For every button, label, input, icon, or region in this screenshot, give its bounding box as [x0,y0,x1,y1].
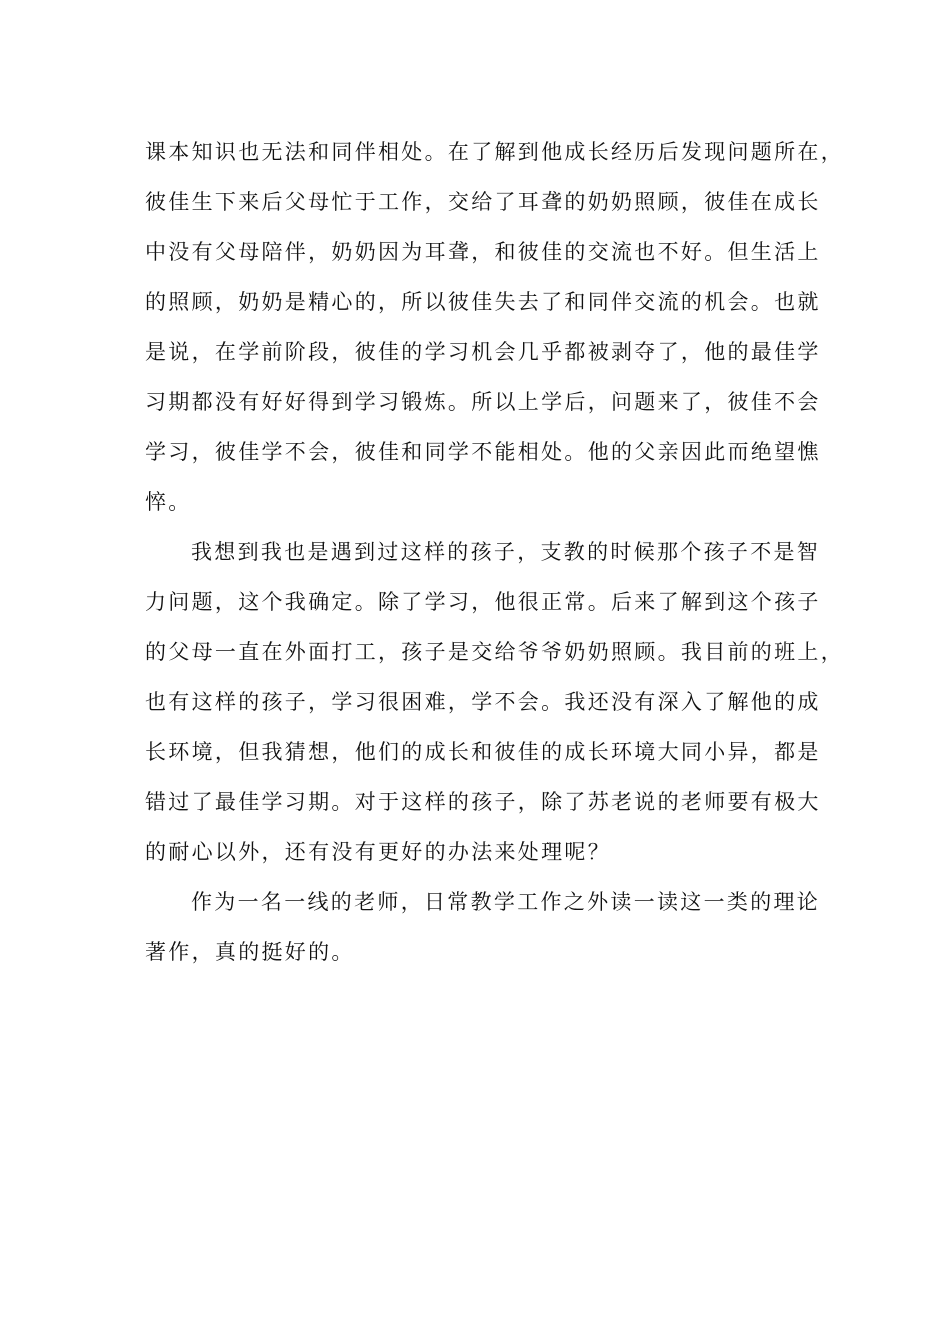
paragraph-1-line-5: 是说，在学前阶段，彼佳的学习机会几乎都被剥夺了，他的最佳学 [145,340,821,364]
paragraph-1-line-8: 悴。 [145,490,192,514]
paragraph-2-line-1: 我想到我也是遇到过这样的孩子，支教的时候那个孩子不是智 [191,540,821,564]
paragraph-3-line-2: 著作，真的挺好的。 [145,940,355,964]
paragraph-2-line-7: 的耐心以外，还有没有更好的办法来处理呢？ [145,840,611,864]
paragraph-2-line-4: 也有这样的孩子，学习很困难，学不会。我还没有深入了解他的成 [145,690,821,714]
paragraph-1-line-6: 习期都没有好好得到学习锻炼。所以上学后，问题来了，彼佳不会 [145,390,821,414]
paragraph-1-line-2: 彼佳生下来后父母忙于工作，交给了耳聋的奶奶照顾，彼佳在成长 [145,190,821,214]
paragraph-2-line-3: 的父母一直在外面打工，孩子是交给爷爷奶奶照顾。我目前的班上， [145,640,844,664]
paragraph-1-line-3: 中没有父母陪伴，奶奶因为耳聋，和彼佳的交流也不好。但生活上 [145,240,821,264]
document-body [145,127,844,977]
paragraph-2-line-6: 错过了最佳学习期。对于这样的孩子，除了苏老说的老师要有极大 [145,790,821,814]
paragraph-1-line-1: 课本知识也无法和同伴相处。在了解到他成长经历后发现问题所在， [145,140,844,164]
paragraph-3-line-1: 作为一名一线的老师，日常教学工作之外读一读这一类的理论 [191,890,821,914]
paragraph-2-line-2: 力问题，这个我确定。除了学习，他很正常。后来了解到这个孩子 [145,590,821,614]
paragraph-1-line-4: 的照顾，奶奶是精心的，所以彼佳失去了和同伴交流的机会。也就 [145,290,821,314]
paragraph-1-line-7: 学习，彼佳学不会，彼佳和同学不能相处。他的父亲因此而绝望憔 [145,440,821,464]
paragraph-2-line-5: 长环境，但我猜想，他们的成长和彼佳的成长环境大同小异，都是 [145,740,821,764]
